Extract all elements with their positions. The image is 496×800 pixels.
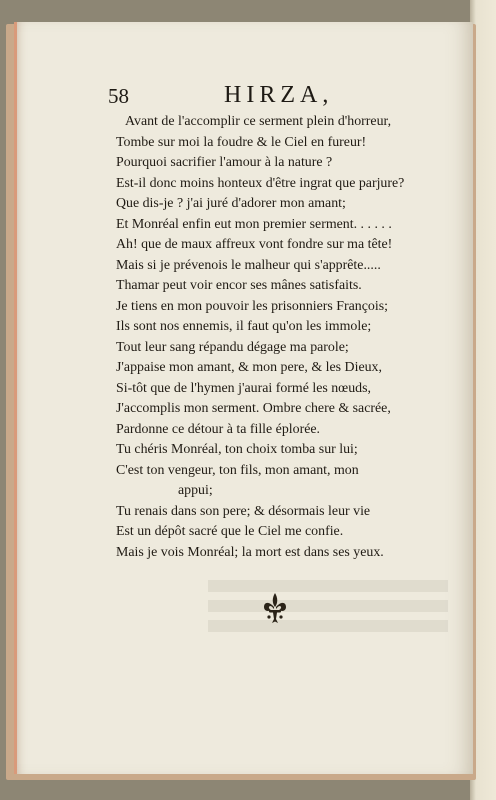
fleur-de-lis-icon (262, 592, 288, 626)
verse-line: Je tiens en mon pouvoir les prisonniers François; (116, 298, 388, 314)
verse-line: Est un dépôt sacré que le Ciel me confie. (116, 524, 344, 539)
verse-line: Que dis-je ? j'ai juré d'adorer mon amant; (116, 196, 346, 211)
page-header (108, 84, 448, 114)
verse-line: Est-il donc moins honteux d'être ingrat que parjure? (116, 175, 405, 191)
verse-line: Ils sont nos ennemis, il faut qu'on les immole; (116, 319, 372, 334)
verse-line: Mais je vois Monréal; la mort est dans ses yeux. (116, 544, 384, 560)
verse-line: J'appaise mon amant, & mon pere, & les Dieux, (116, 360, 382, 375)
verse-line: Mais si je prévenois le malheur qui s'apprête..... (116, 257, 381, 273)
verse-line: Tout leur sang répandu dégage ma parole; (116, 339, 349, 355)
verse-line: C'est ton vengeur, ton fils, mon amant, mon (116, 462, 359, 478)
verse-line-continuation: appui; (178, 483, 213, 498)
running-title: HIRZA, (224, 82, 334, 108)
verse-line: Si-tôt que de l'hymen j'aurai formé les nœuds, (116, 380, 371, 396)
verse-line: Thamar peut voir encor ses mânes satisfaits. (116, 278, 362, 293)
verse-text (116, 112, 446, 563)
verse-line: Tu chéris Monréal, ton choix tomba sur lui; (116, 442, 358, 457)
verse-line: Et Monréal enfin eut mon premier serment. . . . . . (116, 216, 392, 232)
verse-line: Pourquoi sacrifier l'amour à la nature ? (116, 155, 333, 170)
verse-line: J'accomplis mon serment. Ombre chere & sacrée, (116, 401, 391, 416)
verse-line: Ah! que de maux affreux vont fondre sur ma tête! (116, 237, 393, 252)
verse-line: Pardonne ce détour à ta fille éplorée. (116, 421, 321, 437)
page-number: 58 (108, 84, 129, 108)
verse-line: Tu renais dans son pere; & désormais leur vie (116, 503, 371, 519)
verse-line: Tombe sur moi la foudre & le Ciel en fureur! (116, 134, 367, 150)
verse-line: Avant de l'accomplir ce serment plein d'horreur, (125, 114, 392, 129)
